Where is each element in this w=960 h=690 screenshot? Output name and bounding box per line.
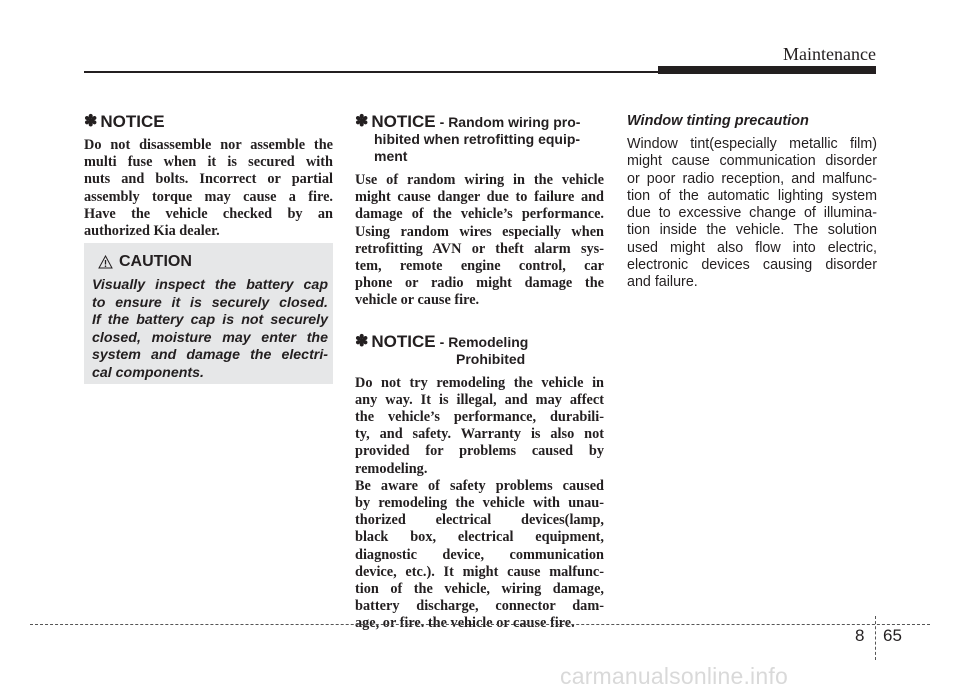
chapter-number: 8	[855, 626, 865, 645]
notice-body	[355, 172, 604, 310]
text-line: damage of the vehicle’s performance.	[355, 206, 604, 223]
star-icon: ✽	[355, 332, 369, 350]
text-line: device, etc.). It might cause malfunc-	[355, 563, 604, 580]
text-line: might cause danger due to failure and	[355, 189, 604, 206]
notice-subtitle: ment	[374, 148, 408, 164]
text-line: closed, moisture may enter the	[92, 329, 328, 346]
notice-title: NOTICE	[371, 112, 436, 131]
caution-title: CAUTION	[119, 253, 192, 270]
notice-heading	[355, 332, 604, 351]
page-number-divider	[875, 616, 876, 660]
caution-box	[84, 243, 333, 384]
text-line: age, or fire. the vehicle or cause fire.	[355, 615, 575, 632]
text-line: tion inside the vehicle. The solution	[627, 222, 877, 239]
star-icon: ✽	[84, 113, 98, 130]
header-rule-thick	[658, 66, 876, 74]
text-line: retrofitting AVN or theft alarm sys-	[355, 240, 604, 257]
text-line: thorized electrical devices(lamp,	[355, 512, 604, 529]
notice-subtitle: Prohibited	[456, 350, 526, 367]
text-line: to ensure it is securely closed.	[92, 294, 328, 311]
page-number: 65	[883, 626, 902, 645]
text-line: by remodeling the vehicle with unau-	[355, 495, 604, 512]
text-line: battery discharge, connector dam-	[355, 598, 604, 615]
text-line: system and damage the electri-	[92, 347, 328, 363]
notice-title: NOTICE	[371, 331, 436, 351]
text-line: tion of the automatic lighting system	[627, 187, 877, 204]
text-line: due to excessive change of illumina-	[627, 205, 877, 222]
window-tint-body	[627, 136, 877, 292]
column-left	[84, 112, 333, 240]
text-line: provided for problems caused by	[355, 443, 604, 460]
text-line: or poor radio reception, and malfunc-	[627, 170, 877, 187]
text-line: tion of the vehicle, wiring damage,	[355, 581, 604, 598]
text-line: might cause communication disorder	[627, 153, 877, 170]
caution-body	[92, 277, 328, 382]
text-line: phone or radio might damage the	[355, 275, 604, 292]
notice-subtitle: hibited when retrofitting equip-	[374, 131, 581, 147]
star-icon: ✽	[355, 113, 369, 130]
notice-title: NOTICE	[100, 112, 165, 131]
text-line: assembly torque may cause a fire.	[84, 188, 333, 205]
text-line: ty, and safety. Warranty is also not	[355, 426, 604, 443]
text-line: Do not try remodeling the vehicle in	[355, 374, 604, 391]
text-line: remodeling.	[355, 460, 428, 477]
text-line: any way. It is illegal, and may affect	[355, 391, 604, 408]
text-line: vehicle or cause fire.	[355, 292, 480, 309]
section-title: Maintenance	[783, 44, 876, 64]
text-line: the vehicle’s performance, durabili-	[355, 409, 604, 426]
column-middle	[355, 112, 604, 633]
notice-subtitle: - Random wiring pro-	[439, 114, 581, 130]
notice-body	[355, 375, 604, 633]
column-right	[627, 112, 877, 292]
text-line: tem, remote engine control, car	[355, 258, 604, 275]
text-line: black box, electrical equipment,	[355, 529, 604, 546]
notice-subtitle: - Remodeling	[439, 333, 529, 350]
header-rule	[84, 71, 658, 73]
footer-divider	[30, 624, 930, 625]
text-line: If the battery cap is not securely	[92, 312, 328, 328]
text-line: authorized Kia dealer.	[84, 223, 220, 240]
notice-heading	[355, 112, 604, 131]
window-tint-title: Window tinting precaution	[627, 113, 809, 129]
text-line: used might also flow into electric,	[627, 239, 877, 256]
caution-heading	[98, 253, 192, 271]
text-line: Do not disassemble nor assemble the	[84, 137, 333, 153]
text-line: nuts and bolts. Incorrect or partial	[84, 171, 333, 188]
text-line: Visually inspect the battery cap	[92, 277, 328, 293]
text-line: Use of random wiring in the vehicle	[355, 172, 604, 188]
text-line: Have the vehicle checked by an	[84, 205, 333, 222]
text-line: electronic devices causing disorder	[627, 257, 877, 274]
text-line: and failure.	[627, 274, 698, 291]
text-line: cal components.	[92, 364, 204, 381]
text-line: diagnostic device, communication	[355, 546, 604, 563]
text-line: Be aware of safety problems caused	[355, 477, 604, 494]
notice-heading	[84, 112, 333, 131]
text-line: multi fuse when it is secured with	[84, 154, 333, 171]
text-line: Using random wires especially when	[355, 223, 604, 240]
text-line: Window tint(especially metallic film)	[627, 136, 877, 152]
notice-body	[84, 137, 333, 240]
warning-triangle-icon	[98, 255, 113, 269]
watermark: carmanualsonline.info	[560, 663, 788, 689]
